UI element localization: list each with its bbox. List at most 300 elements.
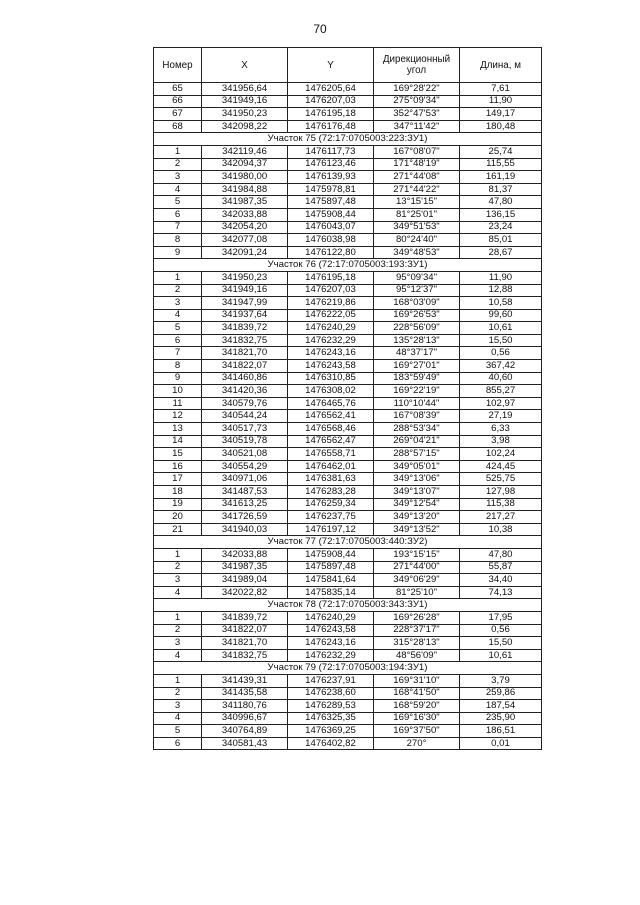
cell-x: 342119,46 xyxy=(202,145,288,158)
cell-x: 341950,23 xyxy=(202,108,288,121)
cell-x: 341180,76 xyxy=(202,700,288,713)
cell-length: 127,98 xyxy=(460,486,542,499)
cell-number: 7 xyxy=(154,221,202,234)
cell-number: 1 xyxy=(154,145,202,158)
cell-y: 1476369,25 xyxy=(288,725,374,738)
cell-x: 340517,73 xyxy=(202,423,288,436)
header-length: Длина, м xyxy=(460,48,542,83)
cell-y: 1476219,86 xyxy=(288,297,374,310)
table-row xyxy=(154,460,542,473)
cell-y: 1476043,07 xyxy=(288,221,374,234)
cell-y: 1476289,53 xyxy=(288,700,374,713)
cell-y: 1476243,58 xyxy=(288,360,374,373)
cell-y: 1475908,44 xyxy=(288,208,374,221)
table-row xyxy=(154,145,542,158)
cell-number: 3 xyxy=(154,700,202,713)
cell-length: 10,61 xyxy=(460,649,542,662)
cell-y: 1475978,81 xyxy=(288,183,374,196)
cell-direction-angle: 349°13'52" xyxy=(374,523,460,536)
cell-y: 1475897,48 xyxy=(288,561,374,574)
table-row xyxy=(154,171,542,184)
cell-number: 4 xyxy=(154,712,202,725)
section-header-row xyxy=(154,599,542,612)
cell-x: 341956,64 xyxy=(202,83,288,96)
cell-number: 3 xyxy=(154,171,202,184)
cell-number: 68 xyxy=(154,120,202,133)
table-row xyxy=(154,725,542,738)
cell-y: 1476195,18 xyxy=(288,271,374,284)
cell-length: 115,55 xyxy=(460,158,542,171)
cell-number: 3 xyxy=(154,297,202,310)
cell-length: 12,88 xyxy=(460,284,542,297)
cell-number: 16 xyxy=(154,460,202,473)
cell-x: 340764,89 xyxy=(202,725,288,738)
cell-number: 1 xyxy=(154,611,202,624)
table-body xyxy=(154,83,542,750)
cell-direction-angle: 270° xyxy=(374,737,460,750)
cell-y: 1476308,02 xyxy=(288,385,374,398)
cell-direction-angle: 275°09'34" xyxy=(374,95,460,108)
cell-x: 340971,06 xyxy=(202,473,288,486)
cell-direction-angle: 193°15'15" xyxy=(374,548,460,561)
cell-length: 0,56 xyxy=(460,347,542,360)
cell-x: 341460,86 xyxy=(202,372,288,385)
cell-length: 136,15 xyxy=(460,208,542,221)
page-number: 70 xyxy=(313,22,327,36)
cell-x: 342033,88 xyxy=(202,208,288,221)
cell-length: 34,40 xyxy=(460,574,542,587)
header-direction-angle: Дирекционный угол xyxy=(374,48,460,83)
cell-length: 10,38 xyxy=(460,523,542,536)
cell-length: 0,01 xyxy=(460,737,542,750)
cell-x: 342094,37 xyxy=(202,158,288,171)
cell-x: 341940,03 xyxy=(202,523,288,536)
table-row xyxy=(154,448,542,461)
cell-y: 1475908,44 xyxy=(288,548,374,561)
cell-y: 1476139,93 xyxy=(288,171,374,184)
cell-x: 341832,75 xyxy=(202,649,288,662)
cell-length: 235,90 xyxy=(460,712,542,725)
cell-y: 1476325,35 xyxy=(288,712,374,725)
cell-direction-angle: 169°26'53" xyxy=(374,309,460,322)
section-title: Участок 78 (72:17:0705003:343:ЗУ1) xyxy=(154,599,542,612)
table-row xyxy=(154,309,542,322)
cell-y: 1476568,46 xyxy=(288,423,374,436)
cell-number: 20 xyxy=(154,511,202,524)
cell-direction-angle: 349°12'54" xyxy=(374,498,460,511)
cell-y: 1476207,03 xyxy=(288,95,374,108)
cell-length: 28,67 xyxy=(460,246,542,259)
cell-number: 19 xyxy=(154,498,202,511)
cell-number: 10 xyxy=(154,385,202,398)
cell-y: 1476232,29 xyxy=(288,649,374,662)
cell-number: 66 xyxy=(154,95,202,108)
cell-x: 340581,43 xyxy=(202,737,288,750)
cell-direction-angle: 168°41'50" xyxy=(374,687,460,700)
cell-number: 17 xyxy=(154,473,202,486)
cell-x: 341420,36 xyxy=(202,385,288,398)
cell-number: 3 xyxy=(154,637,202,650)
cell-direction-angle: 169°28'22" xyxy=(374,83,460,96)
cell-number: 2 xyxy=(154,158,202,171)
header-number: Номер xyxy=(154,48,202,83)
cell-direction-angle: 347°11'42" xyxy=(374,120,460,133)
cell-direction-angle: 228°37'17" xyxy=(374,624,460,637)
cell-length: 40,60 xyxy=(460,372,542,385)
cell-number: 2 xyxy=(154,284,202,297)
cell-y: 1476558,71 xyxy=(288,448,374,461)
cell-number: 8 xyxy=(154,234,202,247)
table-row xyxy=(154,674,542,687)
table-row xyxy=(154,737,542,750)
section-header-row xyxy=(154,133,542,146)
coordinates-table xyxy=(153,47,542,750)
table-row xyxy=(154,637,542,650)
table-row xyxy=(154,196,542,209)
cell-x: 341987,35 xyxy=(202,561,288,574)
cell-number: 6 xyxy=(154,208,202,221)
cell-y: 1476038,98 xyxy=(288,234,374,247)
cell-direction-angle: 288°53'34" xyxy=(374,423,460,436)
table-row xyxy=(154,511,542,524)
table-row xyxy=(154,347,542,360)
table-row xyxy=(154,360,542,373)
cell-x: 341832,75 xyxy=(202,334,288,347)
cell-y: 1476232,29 xyxy=(288,334,374,347)
table-row xyxy=(154,334,542,347)
cell-length: 102,24 xyxy=(460,448,542,461)
cell-length: 10,58 xyxy=(460,297,542,310)
cell-y: 1475841,64 xyxy=(288,574,374,587)
cell-y: 1476195,18 xyxy=(288,108,374,121)
cell-length: 186,51 xyxy=(460,725,542,738)
cell-direction-angle: 171°48'19" xyxy=(374,158,460,171)
cell-number: 1 xyxy=(154,548,202,561)
cell-length: 15,50 xyxy=(460,637,542,650)
cell-length: 367,42 xyxy=(460,360,542,373)
cell-direction-angle: 349°13'20" xyxy=(374,511,460,524)
cell-y: 1476402,82 xyxy=(288,737,374,750)
cell-direction-angle: 13°15'15" xyxy=(374,196,460,209)
cell-y: 1476123,46 xyxy=(288,158,374,171)
cell-direction-angle: 349°05'01" xyxy=(374,460,460,473)
section-header-row xyxy=(154,536,542,549)
cell-length: 85,01 xyxy=(460,234,542,247)
cell-y: 1476222,05 xyxy=(288,309,374,322)
cell-direction-angle: 169°37'50" xyxy=(374,725,460,738)
cell-number: 7 xyxy=(154,347,202,360)
cell-number: 4 xyxy=(154,183,202,196)
cell-direction-angle: 169°31'10" xyxy=(374,674,460,687)
cell-number: 2 xyxy=(154,561,202,574)
cell-length: 74,13 xyxy=(460,586,542,599)
cell-direction-angle: 169°22'19" xyxy=(374,385,460,398)
cell-number: 14 xyxy=(154,435,202,448)
cell-number: 1 xyxy=(154,674,202,687)
table-row xyxy=(154,712,542,725)
table-row xyxy=(154,83,542,96)
cell-length: 3,98 xyxy=(460,435,542,448)
table-row xyxy=(154,108,542,121)
table-row xyxy=(154,397,542,410)
cell-x: 341821,70 xyxy=(202,637,288,650)
cell-direction-angle: 352°47'53" xyxy=(374,108,460,121)
cell-y: 1476243,58 xyxy=(288,624,374,637)
cell-direction-angle: 288°57'15" xyxy=(374,448,460,461)
cell-direction-angle: 81°25'01" xyxy=(374,208,460,221)
cell-number: 11 xyxy=(154,397,202,410)
cell-y: 1476283,28 xyxy=(288,486,374,499)
cell-length: 6,33 xyxy=(460,423,542,436)
cell-y: 1476381,63 xyxy=(288,473,374,486)
cell-x: 341726,59 xyxy=(202,511,288,524)
section-title: Участок 77 (72:17:0705003:440:ЗУ2) xyxy=(154,536,542,549)
table-row xyxy=(154,423,542,436)
cell-x: 341613,25 xyxy=(202,498,288,511)
cell-length: 27,19 xyxy=(460,410,542,423)
cell-length: 11,90 xyxy=(460,271,542,284)
cell-x: 340579,76 xyxy=(202,397,288,410)
cell-length: 424,45 xyxy=(460,460,542,473)
table-row xyxy=(154,624,542,637)
cell-y: 1476462,01 xyxy=(288,460,374,473)
cell-direction-angle: 169°16'30" xyxy=(374,712,460,725)
cell-x: 340554,29 xyxy=(202,460,288,473)
table-row xyxy=(154,548,542,561)
cell-number: 4 xyxy=(154,649,202,662)
cell-y: 1476207,03 xyxy=(288,284,374,297)
cell-length: 7,61 xyxy=(460,83,542,96)
table-row xyxy=(154,372,542,385)
cell-number: 5 xyxy=(154,322,202,335)
cell-x: 341821,70 xyxy=(202,347,288,360)
cell-direction-angle: 110°10'44" xyxy=(374,397,460,410)
cell-x: 341822,07 xyxy=(202,624,288,637)
cell-x: 340996,67 xyxy=(202,712,288,725)
cell-number: 9 xyxy=(154,372,202,385)
cell-y: 1476310,85 xyxy=(288,372,374,385)
cell-number: 4 xyxy=(154,309,202,322)
cell-y: 1476122,80 xyxy=(288,246,374,259)
cell-y: 1476465,76 xyxy=(288,397,374,410)
cell-number: 2 xyxy=(154,687,202,700)
cell-direction-angle: 48°37'17" xyxy=(374,347,460,360)
cell-length: 47,80 xyxy=(460,196,542,209)
table-row xyxy=(154,297,542,310)
cell-y: 1476562,41 xyxy=(288,410,374,423)
cell-length: 259,86 xyxy=(460,687,542,700)
cell-number: 67 xyxy=(154,108,202,121)
cell-y: 1476240,29 xyxy=(288,322,374,335)
table-row xyxy=(154,473,542,486)
cell-x: 340519,78 xyxy=(202,435,288,448)
cell-number: 6 xyxy=(154,334,202,347)
table-row xyxy=(154,322,542,335)
cell-x: 341984,88 xyxy=(202,183,288,196)
cell-number: 1 xyxy=(154,271,202,284)
table-row xyxy=(154,700,542,713)
cell-length: 525,75 xyxy=(460,473,542,486)
cell-direction-angle: 349°06'29" xyxy=(374,574,460,587)
cell-direction-angle: 135°28'13" xyxy=(374,334,460,347)
table-row xyxy=(154,586,542,599)
cell-length: 180,48 xyxy=(460,120,542,133)
cell-direction-angle: 349°51'53" xyxy=(374,221,460,234)
table-row xyxy=(154,523,542,536)
cell-number: 8 xyxy=(154,360,202,373)
table-row xyxy=(154,649,542,662)
cell-y: 1476243,16 xyxy=(288,347,374,360)
cell-number: 15 xyxy=(154,448,202,461)
header-x: X xyxy=(202,48,288,83)
table-row xyxy=(154,208,542,221)
cell-number: 13 xyxy=(154,423,202,436)
cell-x: 342077,08 xyxy=(202,234,288,247)
cell-x: 342091,24 xyxy=(202,246,288,259)
cell-x: 341839,72 xyxy=(202,611,288,624)
cell-length: 11,90 xyxy=(460,95,542,108)
cell-y: 1476205,64 xyxy=(288,83,374,96)
cell-length: 115,38 xyxy=(460,498,542,511)
table-row xyxy=(154,120,542,133)
cell-x: 341949,16 xyxy=(202,95,288,108)
section-header-row xyxy=(154,259,542,272)
cell-x: 341439,31 xyxy=(202,674,288,687)
cell-direction-angle: 81°25'10" xyxy=(374,586,460,599)
cell-direction-angle: 169°27'01" xyxy=(374,360,460,373)
cell-direction-angle: 269°04'21" xyxy=(374,435,460,448)
cell-x: 341949,16 xyxy=(202,284,288,297)
cell-y: 1476197,12 xyxy=(288,523,374,536)
cell-direction-angle: 80°24'40" xyxy=(374,234,460,247)
cell-length: 0,56 xyxy=(460,624,542,637)
cell-number: 18 xyxy=(154,486,202,499)
section-title: Участок 75 (72:17:0705003:223:ЗУ1) xyxy=(154,133,542,146)
section-header-row xyxy=(154,662,542,675)
table-row xyxy=(154,486,542,499)
cell-length: 25,74 xyxy=(460,145,542,158)
cell-number: 9 xyxy=(154,246,202,259)
cell-x: 341947,99 xyxy=(202,297,288,310)
cell-length: 23,24 xyxy=(460,221,542,234)
cell-direction-angle: 48°56'09" xyxy=(374,649,460,662)
cell-direction-angle: 167°08'39" xyxy=(374,410,460,423)
cell-number: 65 xyxy=(154,83,202,96)
table-header-row xyxy=(154,48,542,83)
cell-length: 187,54 xyxy=(460,700,542,713)
cell-x: 342054,20 xyxy=(202,221,288,234)
cell-y: 1475897,48 xyxy=(288,196,374,209)
cell-length: 81,37 xyxy=(460,183,542,196)
cell-x: 341822,07 xyxy=(202,360,288,373)
cell-x: 341487,53 xyxy=(202,486,288,499)
cell-number: 4 xyxy=(154,586,202,599)
cell-number: 12 xyxy=(154,410,202,423)
cell-x: 341987,35 xyxy=(202,196,288,209)
cell-x: 341937,64 xyxy=(202,309,288,322)
table-row xyxy=(154,561,542,574)
section-title: Участок 76 (72:17:0705003:193:ЗУ1) xyxy=(154,259,542,272)
cell-direction-angle: 349°13'06" xyxy=(374,473,460,486)
cell-y: 1476240,29 xyxy=(288,611,374,624)
table-row xyxy=(154,271,542,284)
cell-number: 3 xyxy=(154,574,202,587)
cell-x: 341989,04 xyxy=(202,574,288,587)
table-row xyxy=(154,221,542,234)
table-row xyxy=(154,410,542,423)
cell-length: 855,27 xyxy=(460,385,542,398)
cell-x: 341980,00 xyxy=(202,171,288,184)
table-row xyxy=(154,687,542,700)
cell-y: 1476238,60 xyxy=(288,687,374,700)
cell-direction-angle: 169°26'28" xyxy=(374,611,460,624)
table-row xyxy=(154,234,542,247)
cell-x: 342022,82 xyxy=(202,586,288,599)
table-row xyxy=(154,385,542,398)
cell-length: 99,60 xyxy=(460,309,542,322)
cell-x: 341950,23 xyxy=(202,271,288,284)
cell-direction-angle: 95°09'34" xyxy=(374,271,460,284)
cell-length: 3,79 xyxy=(460,674,542,687)
cell-number: 2 xyxy=(154,624,202,637)
cell-direction-angle: 95°12'37" xyxy=(374,284,460,297)
cell-x: 340521,08 xyxy=(202,448,288,461)
cell-length: 15,50 xyxy=(460,334,542,347)
section-title: Участок 79 (72:17:0705003:194:ЗУ1) xyxy=(154,662,542,675)
cell-length: 47,80 xyxy=(460,548,542,561)
header-y: Y xyxy=(288,48,374,83)
cell-x: 342098,22 xyxy=(202,120,288,133)
cell-x: 341839,72 xyxy=(202,322,288,335)
cell-direction-angle: 168°59'20" xyxy=(374,700,460,713)
cell-y: 1476243,16 xyxy=(288,637,374,650)
cell-y: 1476237,91 xyxy=(288,674,374,687)
table-row xyxy=(154,246,542,259)
cell-y: 1475835,14 xyxy=(288,586,374,599)
cell-x: 340544,24 xyxy=(202,410,288,423)
cell-x: 342033,88 xyxy=(202,548,288,561)
cell-length: 149,17 xyxy=(460,108,542,121)
table-row xyxy=(154,158,542,171)
cell-number: 5 xyxy=(154,725,202,738)
cell-length: 161,19 xyxy=(460,171,542,184)
cell-direction-angle: 228°56'09" xyxy=(374,322,460,335)
cell-x: 341435,58 xyxy=(202,687,288,700)
cell-length: 217,27 xyxy=(460,511,542,524)
cell-direction-angle: 349°48'53" xyxy=(374,246,460,259)
cell-y: 1476176,48 xyxy=(288,120,374,133)
cell-direction-angle: 271°44'00" xyxy=(374,561,460,574)
cell-direction-angle: 183°59'49" xyxy=(374,372,460,385)
table-row xyxy=(154,284,542,297)
table-row xyxy=(154,435,542,448)
cell-y: 1476259,34 xyxy=(288,498,374,511)
cell-y: 1476117,73 xyxy=(288,145,374,158)
cell-length: 55,87 xyxy=(460,561,542,574)
cell-number: 5 xyxy=(154,196,202,209)
cell-length: 102,97 xyxy=(460,397,542,410)
cell-direction-angle: 349°13'07" xyxy=(374,486,460,499)
cell-number: 6 xyxy=(154,737,202,750)
cell-direction-angle: 271°44'08" xyxy=(374,171,460,184)
table-row xyxy=(154,183,542,196)
cell-direction-angle: 315°28'13" xyxy=(374,637,460,650)
table-row xyxy=(154,498,542,511)
cell-direction-angle: 168°03'09" xyxy=(374,297,460,310)
table-row xyxy=(154,574,542,587)
cell-length: 10,61 xyxy=(460,322,542,335)
table-row xyxy=(154,95,542,108)
